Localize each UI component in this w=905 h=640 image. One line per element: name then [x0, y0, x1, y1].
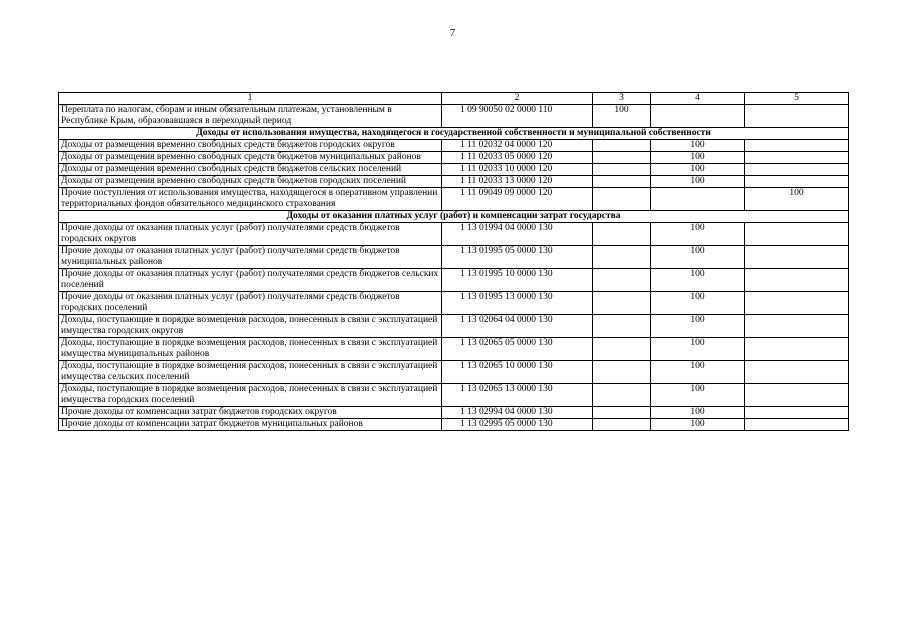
column-3-cell	[593, 164, 651, 176]
column-4-cell: 100	[651, 164, 745, 176]
column-4-cell: 100	[651, 419, 745, 431]
column-5-cell	[745, 105, 849, 128]
column-3-cell	[593, 269, 651, 292]
column-3-cell	[593, 140, 651, 152]
column-4-cell: 100	[651, 246, 745, 269]
table-row	[59, 407, 849, 419]
column-5-cell	[745, 164, 849, 176]
income-name-cell: Прочие доходы от оказания платных услуг (работ) получателями средств бюджетов городских округов	[59, 223, 442, 246]
table-row	[59, 164, 849, 176]
column-4-cell: 100	[651, 384, 745, 407]
column-4-cell: 100	[651, 407, 745, 419]
column-4-cell	[651, 105, 745, 128]
column-5-cell	[745, 140, 849, 152]
table-row	[59, 419, 849, 431]
table-row	[59, 188, 849, 211]
table-row	[59, 246, 849, 269]
column-3-cell	[593, 223, 651, 246]
column-4-cell: 100	[651, 152, 745, 164]
budget-code-cell: 1 13 01994 04 0000 130	[442, 223, 593, 246]
table-row	[59, 223, 849, 246]
budget-code-cell: 1 13 01995 05 0000 130	[442, 246, 593, 269]
budget-code-cell: 1 11 09049 09 0000 120	[442, 188, 593, 211]
income-name-cell: Доходы от размещения временно свободных средств бюджетов муниципальных районов	[59, 152, 442, 164]
income-name-cell: Доходы, поступающие в порядке возмещения расходов, понесенных в связи с эксплуатацией имущества муниципальных районов	[59, 338, 442, 361]
budget-code-cell: 1 13 01995 10 0000 130	[442, 269, 593, 292]
column-4-cell: 100	[651, 361, 745, 384]
income-name-cell: Прочие поступления от использования имущества, находящегося в оперативном управлении территориальных фондов обязательного медицинского страхования	[59, 188, 442, 211]
column-3-cell	[593, 361, 651, 384]
column-3-cell	[593, 384, 651, 407]
table-body	[59, 105, 849, 431]
column-5-cell	[745, 315, 849, 338]
column-3-cell	[593, 152, 651, 164]
header-cell: 5	[745, 93, 849, 105]
income-name-cell: Доходы от размещения временно свободных средств бюджетов городских округов	[59, 140, 442, 152]
income-name-cell: Прочие доходы от оказания платных услуг (работ) получателями средств бюджетов сельских поселений	[59, 269, 442, 292]
budget-code-cell: 1 13 01995 13 0000 130	[442, 292, 593, 315]
table-row	[59, 361, 849, 384]
income-name-cell: Доходы, поступающие в порядке возмещения расходов, понесенных в связи с эксплуатацией имущества сельских поселений	[59, 361, 442, 384]
column-5-cell	[745, 361, 849, 384]
page-number: 7	[449, 27, 456, 39]
column-4-cell: 100	[651, 292, 745, 315]
section-header-row	[59, 211, 849, 223]
section-header-row	[59, 128, 849, 140]
income-name-cell: Доходы, поступающие в порядке возмещения расходов, понесенных в связи с эксплуатацией имущества городских округов	[59, 315, 442, 338]
column-5-cell	[745, 269, 849, 292]
column-4-cell: 100	[651, 223, 745, 246]
budget-code-cell: 1 13 02065 13 0000 130	[442, 384, 593, 407]
income-name-cell: Переплата по налогам, сборам и иным обязательным платежам, установленным в Республике Крым, образовавшаяся в переходный период	[59, 105, 442, 128]
budget-code-cell: 1 11 02033 10 0000 120	[442, 164, 593, 176]
budget-code-cell: 1 11 02032 04 0000 120	[442, 140, 593, 152]
column-5-cell	[745, 223, 849, 246]
income-name-cell: Прочие доходы от компенсации затрат бюджетов городских округов	[59, 407, 442, 419]
column-5-cell	[745, 176, 849, 188]
column-4-cell: 100	[651, 176, 745, 188]
column-5-cell	[745, 246, 849, 269]
income-name-cell: Прочие доходы от оказания платных услуг (работ) получателями средств бюджетов муниципальных районов	[59, 246, 442, 269]
table-row	[59, 315, 849, 338]
section-title: Доходы от использования имущества, находящегося в государственной собственности и муниципальной собственности	[59, 128, 849, 140]
column-5-cell	[745, 292, 849, 315]
table-row	[59, 384, 849, 407]
table-row	[59, 292, 849, 315]
budget-code-cell: 1 13 02994 04 0000 130	[442, 407, 593, 419]
column-3-cell	[593, 292, 651, 315]
column-4-cell	[651, 188, 745, 211]
header-cell: 1	[59, 93, 442, 105]
income-name-cell: Доходы от размещения временно свободных средств бюджетов сельских поселений	[59, 164, 442, 176]
column-3-cell	[593, 315, 651, 338]
income-name-cell: Прочие доходы от оказания платных услуг (работ) получателями средств бюджетов городских поселений	[59, 292, 442, 315]
table-row	[59, 338, 849, 361]
revenue-table	[58, 92, 849, 431]
income-name-cell: Доходы, поступающие в порядке возмещения расходов, понесенных в связи с эксплуатацией имущества городских поселений	[59, 384, 442, 407]
column-3-cell: 100	[593, 105, 651, 128]
income-name-cell: Прочие доходы от компенсации затрат бюджетов муниципальных районов	[59, 419, 442, 431]
table-row	[59, 269, 849, 292]
table-row	[59, 152, 849, 164]
budget-code-cell: 1 09 90050 02 0000 110	[442, 105, 593, 128]
column-4-cell: 100	[651, 338, 745, 361]
header-cell: 3	[593, 93, 651, 105]
budget-code-cell: 1 13 02995 05 0000 130	[442, 419, 593, 431]
column-3-cell	[593, 407, 651, 419]
column-5-cell	[745, 384, 849, 407]
column-5-cell: 100	[745, 188, 849, 211]
column-5-cell	[745, 407, 849, 419]
header-cell: 2	[442, 93, 593, 105]
budget-code-cell: 1 13 02064 04 0000 130	[442, 315, 593, 338]
column-4-cell: 100	[651, 140, 745, 152]
column-4-cell: 100	[651, 315, 745, 338]
budget-code-cell: 1 11 02033 05 0000 120	[442, 152, 593, 164]
budget-code-cell: 1 13 02065 10 0000 130	[442, 361, 593, 384]
table-header-row	[59, 93, 849, 105]
column-3-cell	[593, 338, 651, 361]
section-title: Доходы от оказания платных услуг (работ) и компенсации затрат государства	[59, 211, 849, 223]
table-row	[59, 140, 849, 152]
column-5-cell	[745, 419, 849, 431]
budget-code-cell: 1 11 02033 13 0000 120	[442, 176, 593, 188]
table-row	[59, 105, 849, 128]
column-4-cell: 100	[651, 269, 745, 292]
income-name-cell: Доходы от размещения временно свободных средств бюджетов городских поселений	[59, 176, 442, 188]
column-3-cell	[593, 188, 651, 211]
column-5-cell	[745, 152, 849, 164]
column-3-cell	[593, 176, 651, 188]
column-3-cell	[593, 419, 651, 431]
column-3-cell	[593, 246, 651, 269]
table-row	[59, 176, 849, 188]
budget-code-cell: 1 13 02065 05 0000 130	[442, 338, 593, 361]
header-cell: 4	[651, 93, 745, 105]
column-5-cell	[745, 338, 849, 361]
